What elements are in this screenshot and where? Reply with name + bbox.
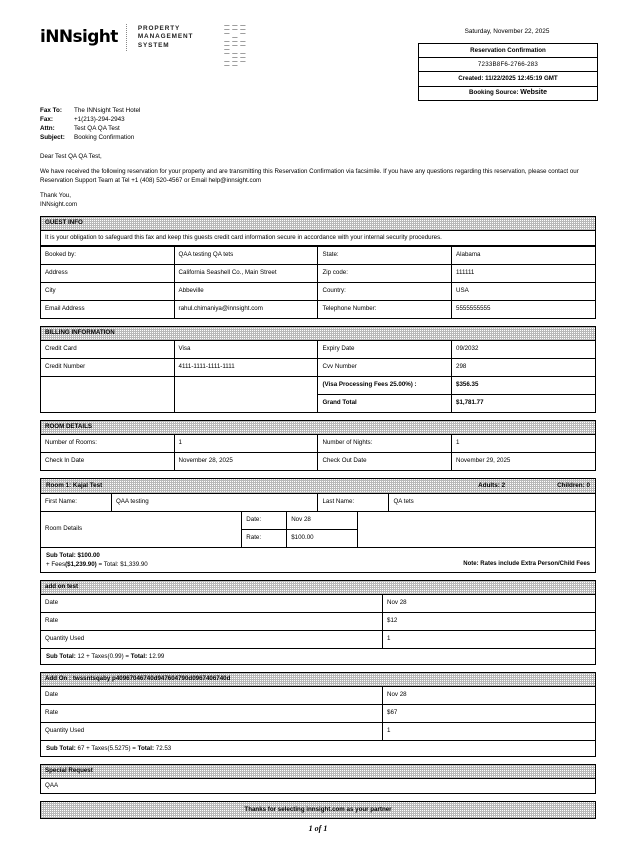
special-request-value: QAA: [40, 778, 596, 794]
table-row: [41, 512, 596, 530]
guest-value-country: USA: [452, 282, 596, 300]
room-1-children: Children: 0: [557, 481, 590, 489]
fax-value-fax: +1(213)-294-2943: [74, 115, 125, 123]
letter-salutation: Dear Test QA QA Test,: [40, 152, 102, 160]
addon-2-section: [40, 672, 596, 757]
room-1-subtotal-block: [46, 551, 148, 569]
fax-row-subject: [40, 133, 596, 142]
addon-1-value-date: Nov 28: [383, 594, 596, 612]
fax-row-fax: [40, 115, 596, 124]
table-row: [41, 594, 596, 612]
barcode-icon: [223, 24, 244, 68]
addon-2-label-date: Date: [41, 686, 383, 704]
guest-info-table: [40, 246, 596, 319]
room-1-rate-note: [463, 560, 590, 569]
barcode-col-3: ||| || |||: [239, 24, 246, 65]
logo-text: iNNsight: [40, 27, 118, 47]
room-1-last-name-value: QA tets: [389, 493, 596, 511]
billing-label-cvv: Cvv Number: [318, 358, 452, 376]
addon-2-value-date: Nov 28: [383, 686, 596, 704]
guest-value-zip: 111111: [452, 264, 596, 282]
addon-1-value-rate: $12: [383, 612, 596, 630]
fax-value-to: The INNsight Test Hotel: [74, 106, 141, 114]
billing-label-credit-card: Credit Card: [41, 340, 175, 358]
room-value-number-of-rooms: 1: [174, 434, 318, 452]
document-header: [40, 18, 596, 101]
table-row: [41, 300, 596, 318]
fax-row-to: [40, 106, 596, 115]
room-1-room-details-label: Room Details: [41, 512, 242, 548]
addon-1-total-label: Total:: [130, 652, 148, 660]
room-1-first-name-value: QAA testing: [111, 493, 318, 511]
confirmation-created: Created: 11/22/2025 12:45:19 GMT: [419, 72, 597, 86]
special-request-section: [40, 764, 596, 794]
addon-2-total-value: 72.53: [155, 744, 172, 752]
fax-row-attn: [40, 124, 596, 133]
billing-value-cvv: 298: [452, 358, 596, 376]
room-label-check-out: Check Out Date: [318, 452, 452, 470]
addon-1-value-quantity: 1: [383, 630, 596, 648]
fax-header-block: [40, 106, 596, 143]
document-sheet: [40, 18, 596, 819]
guest-label-state: State:: [318, 246, 452, 264]
guest-info-section: [40, 216, 596, 319]
room-1-last-name-label: Last Name:: [318, 493, 389, 511]
room-1-band: [40, 478, 596, 493]
room-1-subtotal-row: [40, 548, 596, 573]
guest-value-address: California Seashell Co., Main Street: [174, 264, 318, 282]
room-value-number-of-nights: 1: [452, 434, 596, 452]
billing-value-grand-total: $1,781.77: [452, 394, 596, 412]
billing-information-section: [40, 326, 596, 413]
room-1-date-label: Date:: [242, 512, 287, 530]
billing-value-credit-number: 4111-1111-1111-1111: [174, 358, 318, 376]
addon-2-subtotal-text: [46, 744, 171, 753]
addon-2-subtotal-rest: 67 + Taxes(5.5275) =: [77, 744, 136, 752]
fax-value-attn: Test QA QA Test: [74, 125, 120, 133]
table-row: [41, 358, 596, 376]
room-details-table: [40, 434, 596, 471]
table-row: [41, 493, 596, 511]
fax-label-to: Fax To:: [40, 106, 62, 114]
guest-value-state: Alabama: [452, 246, 596, 264]
addon-1-subtotal-text: [46, 652, 164, 661]
billing-value-credit-card: Visa: [174, 340, 318, 358]
guest-info-notice: It is your obligation to safeguard this fax and keep this guests credit card information secure in accordance with your internal security procedures.: [40, 230, 596, 246]
letter-signoff-2: INNsight.com: [40, 200, 78, 208]
addon-2-subtotal-row: [40, 741, 596, 757]
table-row: [41, 722, 596, 740]
billing-spacer-left: [41, 376, 175, 412]
fax-label-attn: Attn:: [40, 125, 55, 133]
room-value-check-out: November 29, 2025: [452, 452, 596, 470]
guest-label-telephone: Telephone Number:: [318, 300, 452, 318]
room-1-guest-table: [40, 493, 596, 512]
page-number: 1 of 1: [40, 818, 596, 833]
billing-label-credit-number: Credit Number: [41, 358, 175, 376]
room-label-number-of-nights: Number of Nights:: [318, 434, 452, 452]
guest-value-city: Abbeville: [174, 282, 318, 300]
booking-source-label: Booking Source:: [469, 89, 519, 97]
billing-label-expiry: Expiry Date: [318, 340, 452, 358]
room-1-rate-spacer: [358, 512, 596, 548]
addon-2-title: Add On : twssntsqaby p40967046740d947604790d0967406740d: [45, 675, 231, 683]
room-1-section: [40, 478, 596, 573]
logo-divider: [126, 24, 127, 51]
billing-label-grand-total: Grand Total: [318, 394, 452, 412]
addon-2-label-rate: Rate: [41, 704, 383, 722]
guest-info-title: GUEST INFO: [45, 219, 83, 227]
barcode-col-1: ||| |||| ||: [223, 24, 230, 69]
billing-spacer-right: [174, 376, 318, 412]
tagline-line-2: MANAGEMENT: [137, 33, 194, 41]
special-request-band: [40, 764, 596, 778]
table-row: [41, 434, 596, 452]
fax-label-subject: Subject:: [40, 134, 65, 142]
addon-1-label-date: Date: [41, 594, 383, 612]
addon-1-band: [40, 580, 596, 594]
document-date: Saturday, November 22, 2025: [464, 28, 550, 35]
reservation-confirmation-box: [418, 43, 598, 101]
fax-label-fax: Fax:: [40, 115, 53, 123]
guest-label-email: Email Address: [41, 300, 175, 318]
guest-label-city: City: [41, 282, 175, 300]
room-1-first-name-label: First Name:: [41, 493, 112, 511]
room-1-fees-total: = Total: $1,339.90: [98, 560, 148, 568]
innsight-logo: [40, 29, 118, 46]
guest-value-booked-by: QAA testing QA tets: [174, 246, 318, 264]
guest-label-booked-by: Booked by:: [41, 246, 175, 264]
letter-body-line-2: Reservation Support Team at Tel +1 (408) 520-4567 or Email help@innsight.com: [40, 176, 262, 184]
guest-label-address: Address: [41, 264, 175, 282]
table-row: [41, 282, 596, 300]
brand-logo-block: [40, 18, 193, 51]
addon-1-subtotal-rest: 12 + Taxes(0.99) =: [77, 652, 130, 660]
room-1-date-value: Nov 28: [287, 512, 358, 530]
room-details-band: [40, 420, 596, 434]
billing-label-processing-fees: (Visa Processing Fees 25.00%) :: [318, 376, 452, 394]
table-row: [41, 686, 596, 704]
addon-2-band: [40, 672, 596, 686]
tagline-line-1: PROPERTY: [137, 24, 181, 32]
confirmation-title: Reservation Confirmation: [419, 44, 597, 58]
billing-band: [40, 326, 596, 340]
room-1-fees-line: [46, 560, 148, 569]
table-row: [41, 452, 596, 470]
letter-body-line-1: We have received the following reservation for your property and are transmitting this Reservation Confirmation via facsimile. If you have any questions regarding this reservation, please contact our: [40, 167, 579, 175]
guest-value-telephone: 5555555555: [452, 300, 596, 318]
addon-1-section: [40, 580, 596, 665]
billing-value-processing-fees: $356.35: [452, 376, 596, 394]
addon-2-subtotal-label: Sub Total:: [46, 744, 76, 752]
table-row: [41, 340, 596, 358]
billing-value-expiry: 09/2032: [452, 340, 596, 358]
addon-2-table: [40, 686, 596, 741]
room-1-sub-total: [46, 551, 148, 560]
billing-table: [40, 340, 596, 413]
room-label-number-of-rooms: Number of Rooms:: [41, 434, 175, 452]
table-row: [41, 612, 596, 630]
guest-info-band: [40, 216, 596, 230]
letter-body: [40, 152, 596, 209]
table-row: [41, 704, 596, 722]
brand-tagline: [138, 25, 194, 51]
room-1-adults: Adults: 2: [478, 481, 506, 489]
addon-1-table: [40, 594, 596, 649]
barcode-col-2: || ||| ||||: [231, 24, 238, 69]
confirmation-number: 7233B8F6-2766-283: [419, 58, 597, 72]
addon-1-total-value: 12.99: [148, 652, 165, 660]
addon-2-value-quantity: 1: [383, 722, 596, 740]
addon-2-label-quantity: Quantity Used: [41, 722, 383, 740]
addon-1-subtotal-label: Sub Total:: [46, 652, 76, 660]
room-1-sub-total-text: Sub Total: $100.00: [46, 551, 100, 559]
guest-value-email: rahul.chimaniya@innsight.com: [174, 300, 318, 318]
thanks-banner: Thanks for selecting innsight.com as your partner: [40, 801, 596, 819]
addon-2-value-rate: $67: [383, 704, 596, 722]
table-row: [41, 264, 596, 282]
table-row: [41, 246, 596, 264]
table-row: [41, 376, 596, 394]
fax-value-subject: Booking Confirmation: [74, 134, 135, 142]
room-1-rate-label: Rate:: [242, 529, 287, 547]
table-row: [41, 630, 596, 648]
room-1-rate-value: $100.00: [287, 529, 358, 547]
room-value-check-in: November 28, 2025: [174, 452, 318, 470]
booking-source-value: Website: [520, 89, 547, 97]
addon-2-total-label: Total:: [137, 744, 155, 752]
room-details-title: ROOM DETAILS: [45, 423, 92, 431]
room-label-check-in: Check In Date: [41, 452, 175, 470]
guest-label-country: Country:: [318, 282, 452, 300]
room-1-rate-note-text: Note: Rates include Extra Person/Child Fees: [463, 560, 590, 567]
addon-1-label-rate: Rate: [41, 612, 383, 630]
addon-1-title: add on test: [45, 583, 79, 591]
room-1-fees-amount: ($1,239.90): [65, 560, 97, 568]
letter-signoff-1: Thank You,: [40, 191, 71, 199]
room-1-fees-prefix: + Fees: [46, 560, 66, 568]
room-details-section: [40, 420, 596, 471]
addon-1-subtotal-row: [40, 649, 596, 665]
billing-title: BILLING INFORMATION: [45, 329, 115, 337]
header-right-block: [418, 18, 596, 101]
guest-label-zip: Zip code:: [318, 264, 452, 282]
addon-1-label-quantity: Quantity Used: [41, 630, 383, 648]
room-1-rate-table: [40, 512, 596, 548]
tagline-line-3: SYSTEM: [137, 41, 170, 49]
room-1-title: Room 1: Kajal Test: [46, 481, 103, 489]
special-request-title: Special Request: [45, 767, 93, 775]
booking-source-row: [419, 87, 597, 100]
